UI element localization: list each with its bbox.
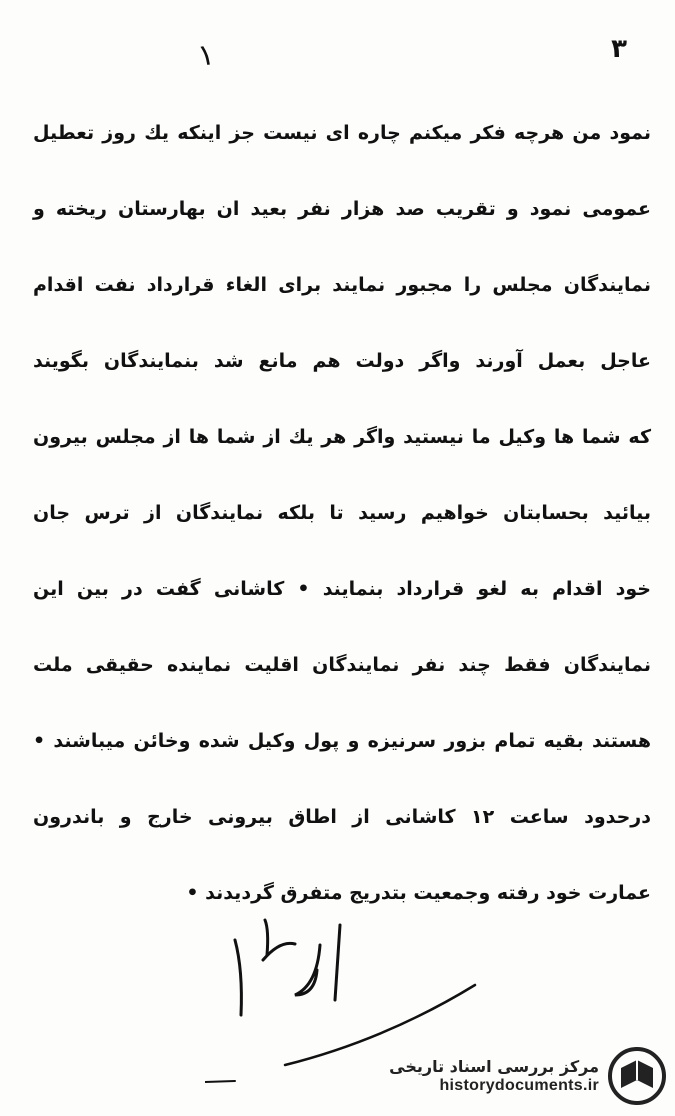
- letter-line: نمود من هرچه فکر میکنم چاره ای نیست جز اینکه یك روز تعطیل: [33, 122, 651, 144]
- letter-line: خود اقدام به لغو قرارداد بنمایند • کاشانی گفت در بین این: [33, 578, 651, 600]
- watermark-text: [389, 1057, 599, 1095]
- letter-line: بیائید بحسابتان خواهیم رسید تا بلکه نمایندگان از ترس جان: [33, 502, 651, 524]
- letter-line: عاجل بعمل آورند واگر دولت هم مانع شد بنمایندگان بگویند: [33, 350, 651, 372]
- archive-logo-icon: [607, 1046, 667, 1106]
- letter-line: نمایندگان فقط چند نفر نمایندگان اقلیت نماینده حقیقی ملت: [33, 654, 651, 676]
- letter-line: عمومی نمود و تقریب صد هزار نفر بعید ان بهارستان ریخته و: [33, 198, 651, 220]
- archive-watermark: [367, 1044, 667, 1108]
- letter-line: درحدود ساعت ۱۲ کاشانی از اطاق بیرونی خارج و باندرون: [33, 806, 651, 828]
- letter-line: که شما ها وکیل ما نیستید واگر هر یك از شما ها از مجلس بیرون: [33, 426, 651, 448]
- letter-line: هستند بقیه تمام بزور سرنیزه و پول وکیل شده وخائن میباشند •: [33, 730, 651, 752]
- archive-url: historydocuments.ir: [439, 1077, 599, 1094]
- letter-line: عمارت خود رفته وجمعیت بتدریج متفرق گردیدند •: [186, 882, 651, 904]
- top-margin-mark: ۱: [195, 36, 218, 75]
- letter-body: [33, 95, 651, 931]
- page-number: ۳: [611, 34, 627, 64]
- letter-line: نمایندگان مجلس را مجبور نمایند برای الغاء قرارداد نفت اقدام: [33, 274, 651, 296]
- archive-name: مرکز بررسی اسناد تاریخی: [389, 1056, 599, 1076]
